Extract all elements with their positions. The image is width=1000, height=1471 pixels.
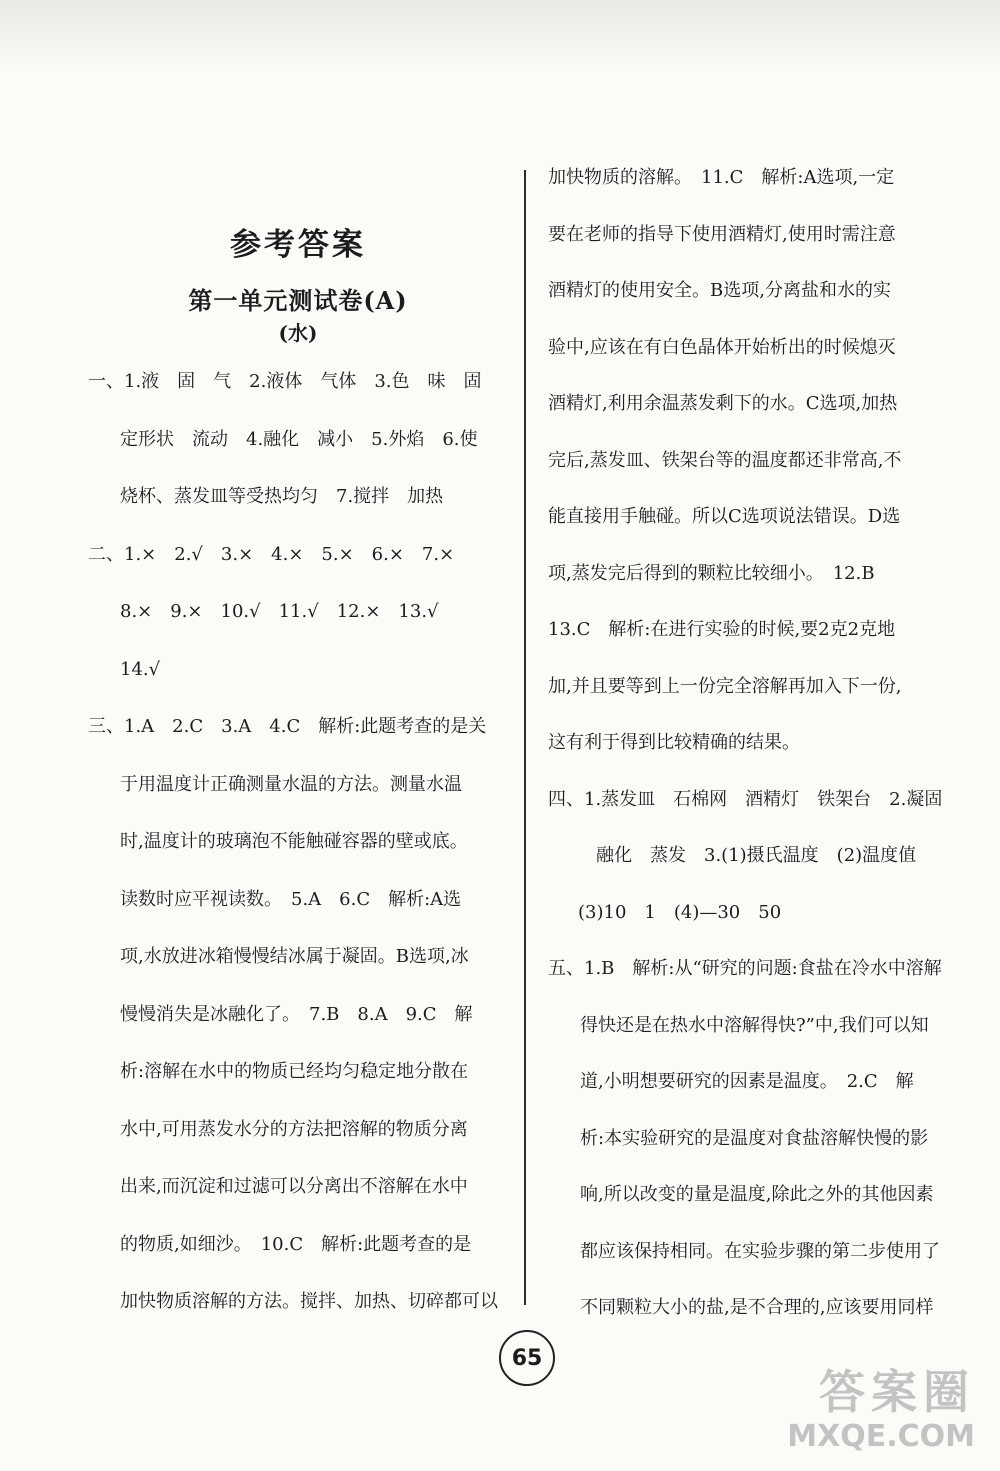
answer-line: 四、1.蒸发皿 石棉网 酒精灯 铁架台 2.凝固 bbox=[548, 788, 943, 810]
answer-line: 验中,应该在有白色晶体开始析出的时候熄灭 bbox=[548, 336, 896, 358]
answer-line: 定形状 流动 4.融化 减小 5.外焰 6.使 bbox=[120, 428, 478, 450]
answer-line: 响,所以改变的量是温度,除此之外的其他因素 bbox=[580, 1184, 934, 1205]
left-column bbox=[88, 225, 508, 1331]
answer-line: 要在老师的指导下使用酒精灯,使用时需注意 bbox=[548, 223, 896, 245]
answer-line: 酒精灯的使用安全。B选项,分离盐和水的实 bbox=[548, 280, 891, 301]
answer-line: 的物质,如细沙。 10.C 解析:此题考查的是 bbox=[120, 1233, 472, 1255]
answer-line: 加快物质溶解的方法。搅拌、加热、切碎都可以 bbox=[120, 1291, 498, 1312]
answer-line: 都应该保持相同。在实验步骤的第二步使用了 bbox=[580, 1240, 940, 1262]
watermark-url: MXQE.COM bbox=[787, 1419, 975, 1454]
answer-line: (3)10 1 (4)—30 50 bbox=[578, 901, 782, 923]
answer-line: 项,蒸发完后得到的颗粒比较细小。 12.B bbox=[548, 562, 875, 584]
answer-line: 能直接用手触碰。所以C选项说法错误。D选 bbox=[548, 506, 901, 527]
answer-line: 项,水放进冰箱慢慢结冰属于凝固。B选项,冰 bbox=[120, 946, 469, 967]
answer-line: 烧杯、蒸发皿等受热均匀 7.搅拌 加热 bbox=[120, 486, 444, 507]
answer-line: 融化 蒸发 3.(1)摄氏温度 (2)温度值 bbox=[596, 845, 917, 866]
answer-line: 时,温度计的玻璃泡不能触碰容器的壁或底。 bbox=[120, 831, 468, 852]
answer-line: 二、1.× 2.√ 3.× 4.× 5.× 6.× 7.× bbox=[88, 543, 455, 565]
answer-line: 这有利于得到比较精确的结果。 bbox=[548, 732, 800, 753]
page-number: 65 bbox=[499, 1330, 555, 1386]
answer-line: 加,并且要等到上一份完全溶解再加入下一份, bbox=[548, 675, 902, 697]
unit-subtitle: (水) bbox=[278, 321, 318, 345]
page-title: 参考答案 bbox=[230, 227, 366, 263]
answer-line: 完后,蒸发皿、铁架台等的温度都还非常高,不 bbox=[548, 449, 902, 471]
answer-line: 14.√ bbox=[120, 658, 161, 680]
answer-line: 三、1.A 2.C 3.A 4.C 解析:此题考查的是关 bbox=[88, 716, 487, 737]
scan-shadow bbox=[0, 0, 1000, 70]
answer-line: 酒精灯,利用余温蒸发剩下的水。C选项,加热 bbox=[548, 393, 898, 414]
answer-line: 慢慢消失是冰融化了。 7.B 8.A 9.C 解 bbox=[120, 1003, 473, 1025]
answer-line: 一、1.液 固 气 2.液体 气体 3.色 味 固 bbox=[88, 371, 482, 392]
answer-line: 析:溶解在水中的物质已经均匀稳定地分散在 bbox=[120, 1061, 469, 1082]
answer-line: 出来,而沉淀和过滤可以分离出不溶解在水中 bbox=[120, 1176, 468, 1197]
answer-line: 得快还是在热水中溶解得快?”中,我们可以知 bbox=[580, 1014, 929, 1036]
watermark-logo: 答案圈 bbox=[819, 1365, 975, 1419]
left-answers bbox=[88, 353, 508, 1331]
answer-line: 8.× 9.× 10.√ 11.√ 12.× 13.√ bbox=[120, 601, 439, 622]
column-divider bbox=[524, 170, 526, 1305]
answer-line: 13.C 解析:在进行实验的时候,要2克2克地 bbox=[548, 619, 896, 640]
unit-title: 第一单元测试卷(A) bbox=[188, 286, 408, 315]
answer-line: 于用温度计正确测量水温的方法。测量水温 bbox=[120, 773, 462, 795]
right-column bbox=[548, 150, 968, 1337]
answer-line: 道,小明想要研究的因素是温度。 2.C 解 bbox=[580, 1071, 914, 1092]
answer-line: 析:本实验研究的是温度对食盐溶解快慢的影 bbox=[580, 1127, 929, 1149]
answer-line: 水中,可用蒸发水分的方法把溶解的物质分离 bbox=[120, 1118, 468, 1140]
answer-line: 不同颗粒大小的盐,是不合理的,应该要用同样 bbox=[580, 1297, 934, 1318]
answer-line: 五、1.B 解析:从“研究的问题:食盐在冷水中溶解 bbox=[548, 958, 942, 979]
answer-line: 加快物质的溶解。 11.C 解析:A选项,一定 bbox=[548, 167, 895, 188]
answer-line: 读数时应平视读数。 5.A 6.C 解析:A选 bbox=[120, 888, 462, 910]
